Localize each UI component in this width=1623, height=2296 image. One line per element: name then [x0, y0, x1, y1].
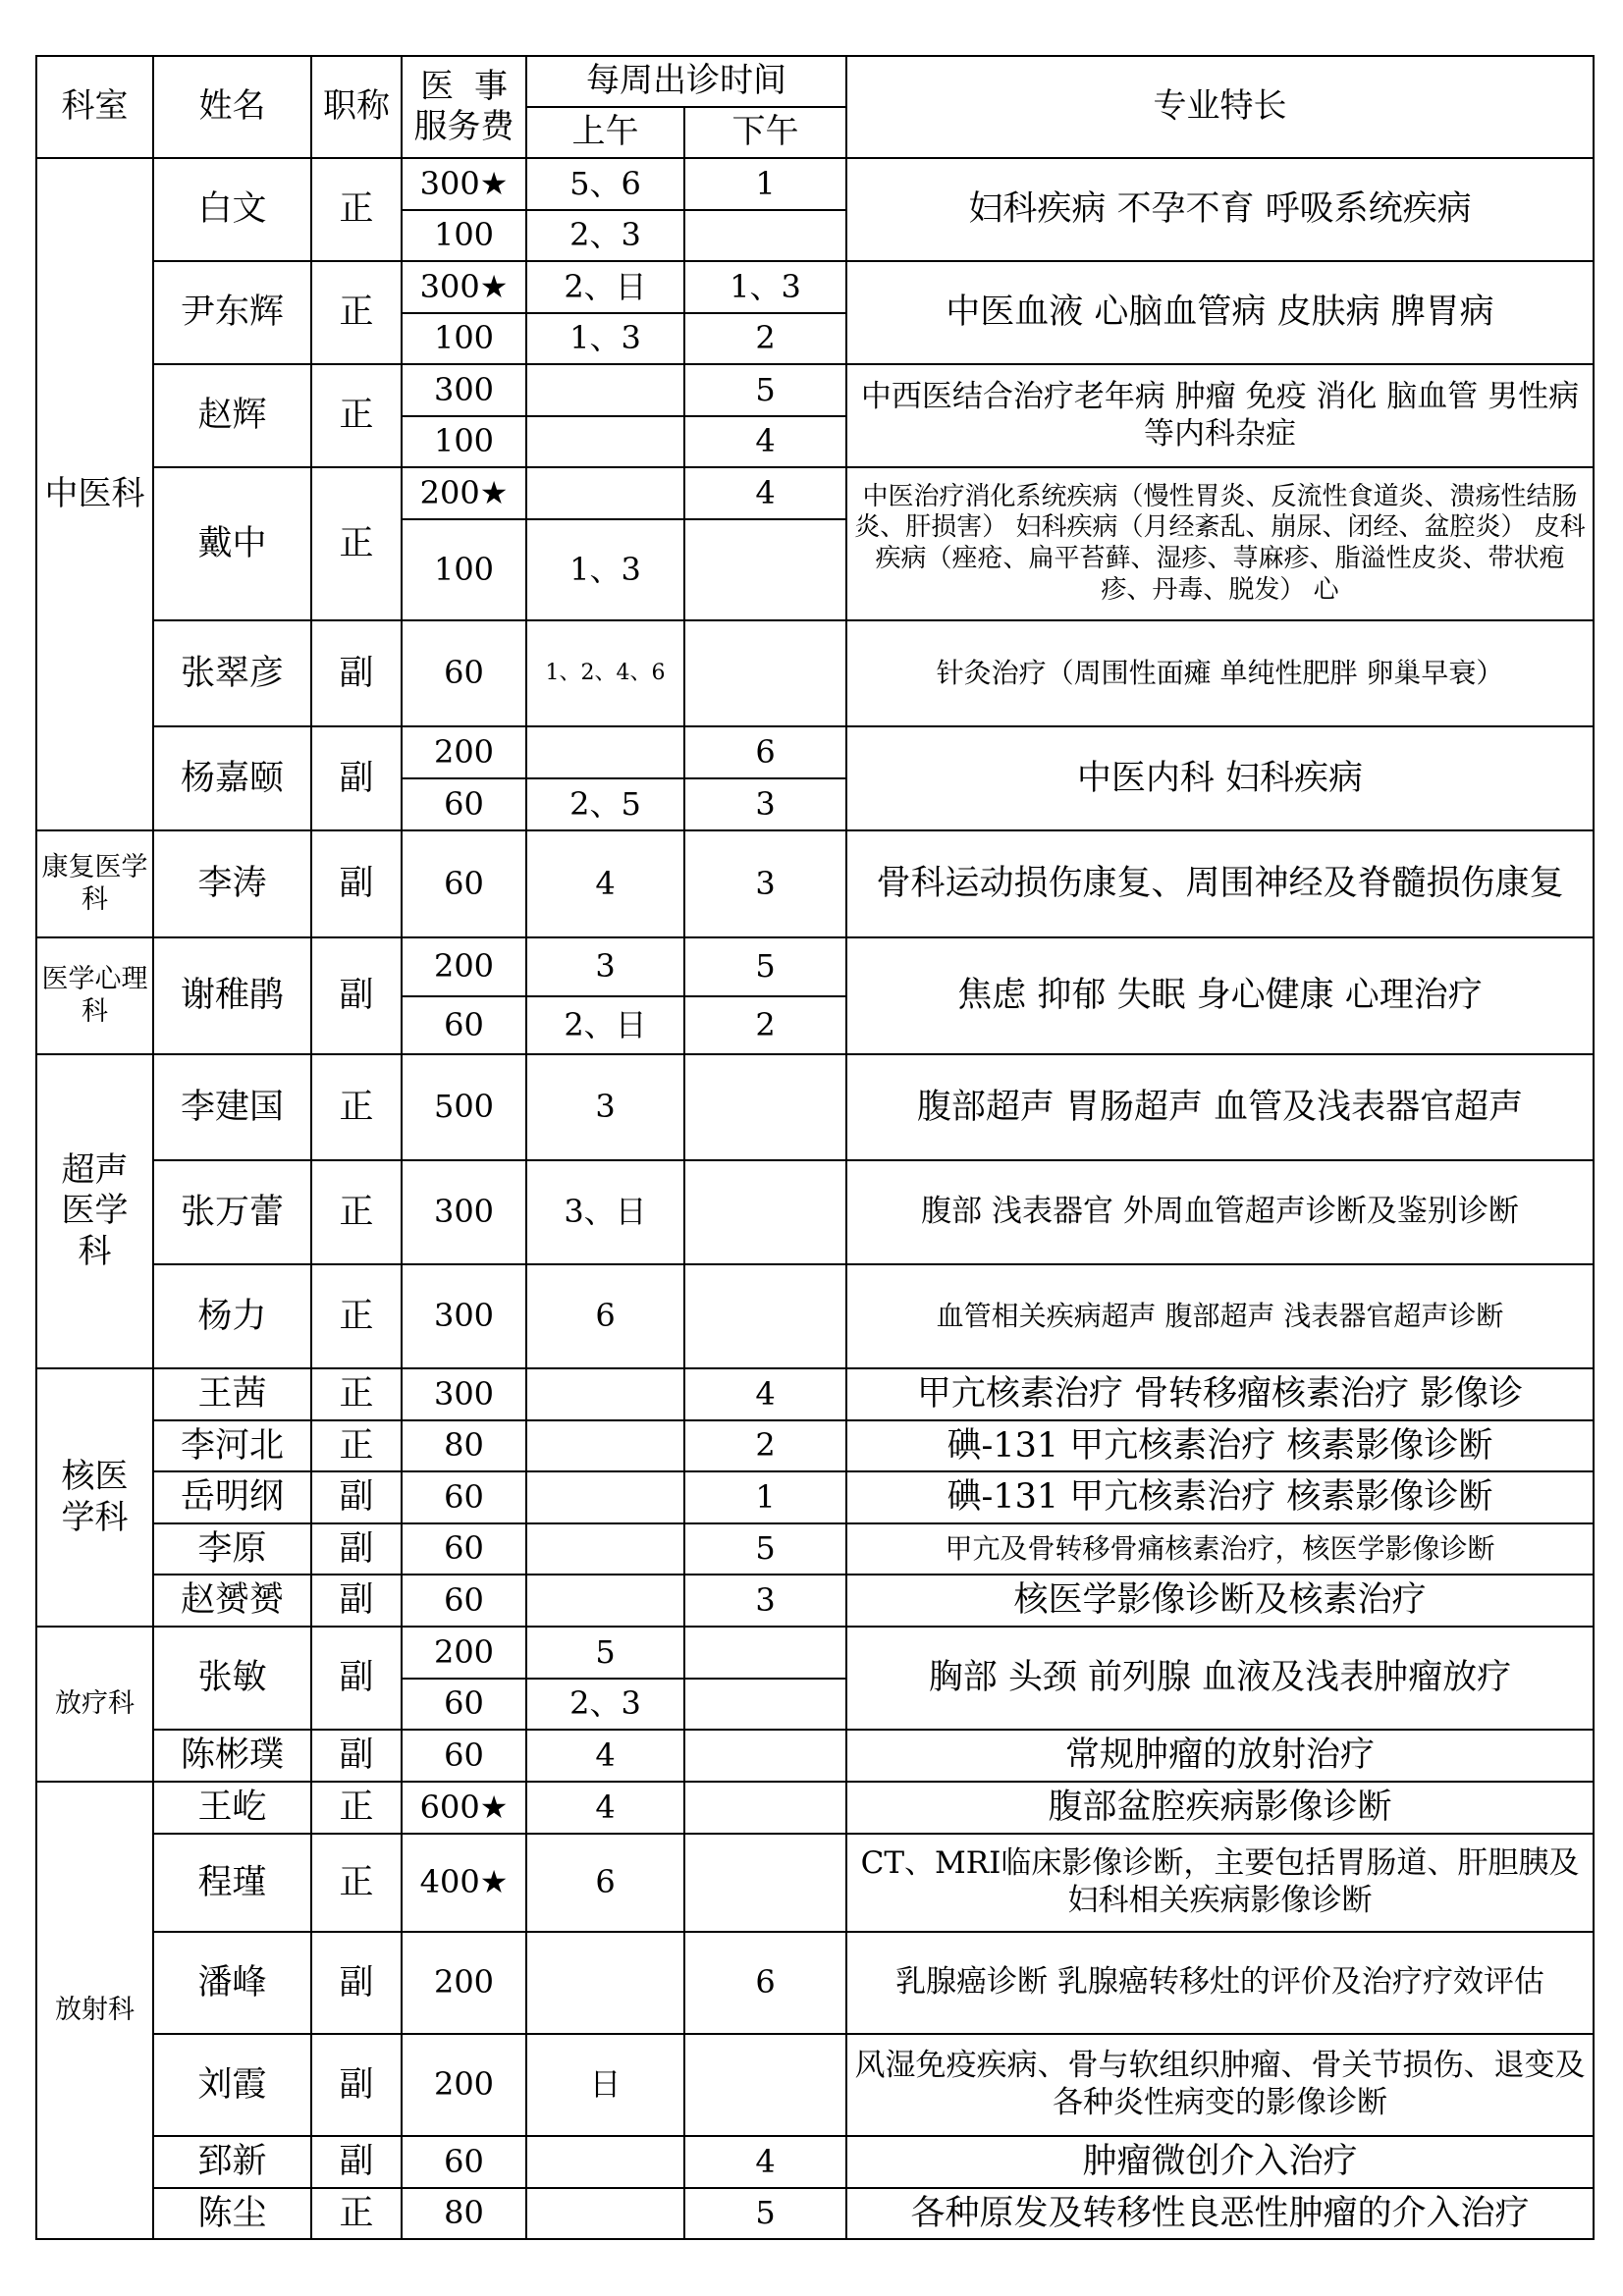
fee-cell: 60 — [402, 830, 526, 937]
header-dept: 科室 — [36, 56, 153, 158]
specialty-cell: 中医治疗消化系统疾病（慢性胃炎、反流性食道炎、溃疡性结肠炎、肝损害） 妇科疾病（月经紊乱、崩尿、闭经、盆腔炎） 皮科疾病（痤疮、扁平苔藓、湿疹、荨麻疹、脂溢性皮炎、带状疱疹、丹毒、脱发） 心 — [846, 467, 1594, 620]
doctor-name: 杨力 — [153, 1264, 311, 1368]
doctor-name: 张万蕾 — [153, 1160, 311, 1264]
doctor-name: 杨嘉颐 — [153, 726, 311, 830]
header-am: 上午 — [526, 107, 684, 158]
pm-cell: 2 — [684, 996, 846, 1054]
fee-cell: 60 — [402, 1575, 526, 1627]
pm-cell: 1 — [684, 158, 846, 210]
pm-cell: 2 — [684, 313, 846, 364]
specialty-cell: 甲亢核素治疗 骨转移瘤核素治疗 影像诊 — [846, 1368, 1594, 1420]
pm-cell — [684, 1160, 846, 1264]
pm-cell: 1、3 — [684, 261, 846, 313]
fee-cell: 100 — [402, 416, 526, 467]
pm-cell: 4 — [684, 416, 846, 467]
doctor-title: 副 — [311, 937, 402, 1054]
pm-cell — [684, 1730, 846, 1782]
pm-cell — [684, 1054, 846, 1160]
fee-cell: 60 — [402, 1730, 526, 1782]
pm-cell: 3 — [684, 1575, 846, 1627]
doctor-name: 戴中 — [153, 467, 311, 620]
doctor-name: 李建国 — [153, 1054, 311, 1160]
am-cell: 日 — [526, 2034, 684, 2136]
doctor-name: 李涛 — [153, 830, 311, 937]
doctor-title: 正 — [311, 1834, 402, 1932]
fee-cell: 80 — [402, 2188, 526, 2239]
specialty-cell: 中医内科 妇科疾病 — [846, 726, 1594, 830]
specialty-cell: 中医血液 心脑血管病 皮肤病 脾胃病 — [846, 261, 1594, 364]
am-cell: 3 — [526, 1054, 684, 1160]
am-cell: 6 — [526, 1834, 684, 1932]
dept-cell: 中医科 — [36, 158, 153, 830]
specialty-cell: CT、MRI临床影像诊断，主要包括胃肠道、肝胆胰及妇科相关疾病影像诊断 — [846, 1834, 1594, 1932]
doctor-name: 王茜 — [153, 1368, 311, 1420]
am-cell: 2、日 — [526, 996, 684, 1054]
fee-cell: 60 — [402, 1471, 526, 1523]
am-cell: 4 — [526, 1730, 684, 1782]
am-cell: 2、3 — [526, 210, 684, 261]
header-name: 姓名 — [153, 56, 311, 158]
doctor-name: 赵赟赟 — [153, 1575, 311, 1627]
am-cell: 1、2、4、6 — [526, 620, 684, 726]
header-fee — [402, 56, 526, 158]
am-cell — [526, 416, 684, 467]
doctor-title: 副 — [311, 830, 402, 937]
fee-cell: 300 — [402, 1368, 526, 1420]
doctor-title: 副 — [311, 2034, 402, 2136]
pm-cell — [684, 1264, 846, 1368]
doctor-title: 副 — [311, 2136, 402, 2188]
am-cell: 1、3 — [526, 313, 684, 364]
doctor-name: 李河北 — [153, 1420, 311, 1471]
header-specialty: 专业特长 — [846, 56, 1594, 158]
fee-cell: 200 — [402, 726, 526, 778]
doctor-name: 张翠彦 — [153, 620, 311, 726]
am-cell: 4 — [526, 830, 684, 937]
header-title: 职称 — [311, 56, 402, 158]
fee-cell: 100 — [402, 313, 526, 364]
fee-cell: 60 — [402, 1679, 526, 1730]
specialty-cell: 腹部盆腔疾病影像诊断 — [846, 1782, 1594, 1834]
doctor-name: 尹东辉 — [153, 261, 311, 364]
pm-cell — [684, 210, 846, 261]
doctor-name: 谢稚鹃 — [153, 937, 311, 1054]
dept-cell: 超声医学科 — [36, 1054, 153, 1368]
pm-cell: 2 — [684, 1420, 846, 1471]
specialty-cell: 骨科运动损伤康复、周围神经及脊髓损伤康复 — [846, 830, 1594, 937]
am-cell: 2、3 — [526, 1679, 684, 1730]
fee-cell: 300★ — [402, 261, 526, 313]
outpatient-schedule-table — [35, 55, 1595, 2240]
dept-cell: 核医学科 — [36, 1368, 153, 1627]
am-cell — [526, 1368, 684, 1420]
pm-cell: 5 — [684, 2188, 846, 2239]
specialty-cell: 焦虑 抑郁 失眠 身心健康 心理治疗 — [846, 937, 1594, 1054]
am-cell — [526, 364, 684, 416]
fee-cell: 200 — [402, 1627, 526, 1679]
fee-cell: 200 — [402, 2034, 526, 2136]
am-cell — [526, 1523, 684, 1575]
pm-cell: 6 — [684, 726, 846, 778]
fee-cell: 400★ — [402, 1834, 526, 1932]
doctor-title: 正 — [311, 1420, 402, 1471]
doctor-title: 正 — [311, 467, 402, 620]
fee-cell: 60 — [402, 2136, 526, 2188]
am-cell — [526, 1471, 684, 1523]
fee-cell: 600★ — [402, 1782, 526, 1834]
doctor-title: 副 — [311, 1471, 402, 1523]
pm-cell: 5 — [684, 1523, 846, 1575]
fee-cell: 100 — [402, 519, 526, 620]
fee-cell: 60 — [402, 996, 526, 1054]
specialty-cell: 风湿免疫疾病、骨与软组织肿瘤、骨关节损伤、退变及各种炎性病变的影像诊断 — [846, 2034, 1594, 2136]
specialty-cell: 乳腺癌诊断 乳腺癌转移灶的评价及治疗疗效评估 — [846, 1932, 1594, 2034]
pm-cell — [684, 1834, 846, 1932]
dept-cell: 医学心理科 — [36, 937, 153, 1054]
specialty-cell: 血管相关疾病超声 腹部超声 浅表器官超声诊断 — [846, 1264, 1594, 1368]
doctor-name: 李原 — [153, 1523, 311, 1575]
specialty-cell: 中西医结合治疗老年病 肿瘤 免疫 消化 脑血管 男性病等内科杂症 — [846, 364, 1594, 467]
specialty-cell: 核医学影像诊断及核素治疗 — [846, 1575, 1594, 1627]
specialty-cell: 腹部 浅表器官 外周血管超声诊断及鉴别诊断 — [846, 1160, 1594, 1264]
fee-cell: 200 — [402, 1932, 526, 2034]
dept-cell: 放疗科 — [36, 1627, 153, 1782]
fee-cell: 300★ — [402, 158, 526, 210]
am-cell — [526, 1420, 684, 1471]
pm-cell: 3 — [684, 778, 846, 830]
specialty-cell: 碘-131 甲亢核素治疗 核素影像诊断 — [846, 1420, 1594, 1471]
specialty-cell: 胸部 头颈 前列腺 血液及浅表肿瘤放疗 — [846, 1627, 1594, 1730]
doctor-title: 副 — [311, 726, 402, 830]
pm-cell — [684, 620, 846, 726]
doctor-title: 正 — [311, 1264, 402, 1368]
doctor-name: 王屹 — [153, 1782, 311, 1834]
pm-cell — [684, 519, 846, 620]
fee-cell: 60 — [402, 778, 526, 830]
doctor-title: 正 — [311, 1368, 402, 1420]
pm-cell: 1 — [684, 1471, 846, 1523]
fee-cell: 200★ — [402, 467, 526, 519]
specialty-cell: 针灸治疗（周围性面瘫 单纯性肥胖 卵巢早衰） — [846, 620, 1594, 726]
header-fee-line-2: 服务费 — [413, 107, 514, 146]
doctor-name: 赵辉 — [153, 364, 311, 467]
am-cell — [526, 1932, 684, 2034]
doctor-name: 岳明纲 — [153, 1471, 311, 1523]
specialty-cell: 肿瘤微创介入治疗 — [846, 2136, 1594, 2188]
doctor-title: 正 — [311, 1782, 402, 1834]
doctor-name: 陈彬璞 — [153, 1730, 311, 1782]
am-cell — [526, 2188, 684, 2239]
fee-cell: 200 — [402, 937, 526, 996]
doctor-name: 郅新 — [153, 2136, 311, 2188]
am-cell: 2、日 — [526, 261, 684, 313]
pm-cell: 4 — [684, 1368, 846, 1420]
doctor-title: 副 — [311, 1932, 402, 2034]
header-fee-char-2: 事 — [474, 66, 508, 106]
doctor-title: 副 — [311, 1730, 402, 1782]
doctor-title: 正 — [311, 1160, 402, 1264]
doctor-title: 副 — [311, 620, 402, 726]
pm-cell: 4 — [684, 467, 846, 519]
dept-cell: 康复医学科 — [36, 830, 153, 937]
pm-cell: 3 — [684, 830, 846, 937]
doctor-name: 刘霞 — [153, 2034, 311, 2136]
pm-cell — [684, 1679, 846, 1730]
am-cell: 4 — [526, 1782, 684, 1834]
doctor-title: 副 — [311, 1523, 402, 1575]
pm-cell: 5 — [684, 937, 846, 996]
fee-cell: 300 — [402, 1264, 526, 1368]
specialty-cell: 常规肿瘤的放射治疗 — [846, 1730, 1594, 1782]
am-cell: 5、6 — [526, 158, 684, 210]
header-pm: 下午 — [684, 107, 846, 158]
am-cell: 2、5 — [526, 778, 684, 830]
am-cell — [526, 2136, 684, 2188]
specialty-cell: 妇科疾病 不孕不育 呼吸系统疾病 — [846, 158, 1594, 261]
doctor-name: 潘峰 — [153, 1932, 311, 2034]
pm-cell — [684, 2034, 846, 2136]
pm-cell — [684, 1782, 846, 1834]
am-cell: 6 — [526, 1264, 684, 1368]
specialty-cell: 腹部超声 胃肠超声 血管及浅表器官超声 — [846, 1054, 1594, 1160]
pm-cell — [684, 1627, 846, 1679]
specialty-cell: 各种原发及转移性良恶性肿瘤的介入治疗 — [846, 2188, 1594, 2239]
pm-cell: 5 — [684, 364, 846, 416]
fee-cell: 60 — [402, 620, 526, 726]
header-fee-char-1: 医 — [420, 66, 454, 106]
fee-cell: 80 — [402, 1420, 526, 1471]
doctor-name: 程瑾 — [153, 1834, 311, 1932]
fee-cell: 300 — [402, 1160, 526, 1264]
pm-cell: 4 — [684, 2136, 846, 2188]
doctor-title: 正 — [311, 158, 402, 261]
fee-cell: 300 — [402, 364, 526, 416]
am-cell — [526, 726, 684, 778]
doctor-name: 白文 — [153, 158, 311, 261]
am-cell: 3、日 — [526, 1160, 684, 1264]
doctor-title: 副 — [311, 1575, 402, 1627]
am-cell: 5 — [526, 1627, 684, 1679]
dept-cell: 放射科 — [36, 1782, 153, 2239]
am-cell: 1、3 — [526, 519, 684, 620]
fee-cell: 60 — [402, 1523, 526, 1575]
pm-cell: 6 — [684, 1932, 846, 2034]
am-cell: 3 — [526, 937, 684, 996]
doctor-title: 正 — [311, 364, 402, 467]
fee-cell: 100 — [402, 210, 526, 261]
specialty-cell: 甲亢及骨转移骨痛核素治疗，核医学影像诊断 — [846, 1523, 1594, 1575]
am-cell — [526, 467, 684, 519]
fee-cell: 500 — [402, 1054, 526, 1160]
specialty-cell: 碘-131 甲亢核素治疗 核素影像诊断 — [846, 1471, 1594, 1523]
am-cell — [526, 1575, 684, 1627]
doctor-title: 正 — [311, 1054, 402, 1160]
doctor-name: 陈尘 — [153, 2188, 311, 2239]
doctor-title: 正 — [311, 2188, 402, 2239]
doctor-name: 张敏 — [153, 1627, 311, 1730]
header-weekly-time: 每周出诊时间 — [526, 56, 846, 107]
doctor-title: 正 — [311, 261, 402, 364]
doctor-title: 副 — [311, 1627, 402, 1730]
